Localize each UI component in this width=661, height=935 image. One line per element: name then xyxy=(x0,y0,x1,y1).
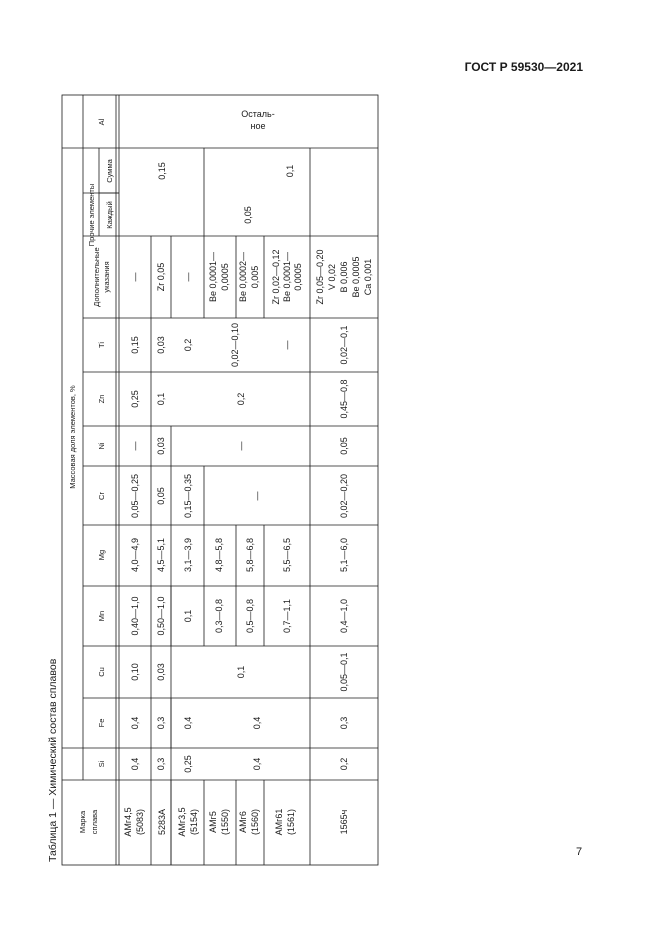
svg-text:Be 0,0005: Be 0,0005 xyxy=(351,256,361,298)
al-balance xyxy=(241,109,274,131)
cr-row-7: 0,02—0,20 xyxy=(339,473,349,519)
svg-text:ное: ное xyxy=(250,121,266,131)
add-row-4 xyxy=(208,252,230,302)
svg-text:Be 0,0002—: Be 0,0002— xyxy=(238,251,248,303)
mg-row-2: 4,5—5,1 xyxy=(156,537,166,573)
si-row-7: 0,2 xyxy=(339,757,349,771)
header-other-elements: Прочие элементы xyxy=(87,183,96,247)
zn-row-1: 0,25 xyxy=(130,390,140,408)
si-rows-4-6: 0,4 xyxy=(252,757,262,771)
header-ti: Ti xyxy=(97,342,106,348)
cr-row-3: 0,15—0,35 xyxy=(183,473,193,519)
grade-row-1 xyxy=(123,807,145,836)
header-grade xyxy=(78,809,99,834)
grade-row-3 xyxy=(177,807,199,836)
svg-text:(5083): (5083) xyxy=(135,808,145,836)
svg-text:Zr 0,02—0,12: Zr 0,02—0,12 xyxy=(271,249,281,305)
ti-row-2: 0,03 xyxy=(156,336,166,354)
si-row-3: 0,25 xyxy=(183,755,193,773)
header-sum: Сумма xyxy=(105,159,114,183)
header-zn: Zn xyxy=(97,394,106,404)
si-row-1: 0,4 xyxy=(130,757,140,771)
cr-rows-4-6: — xyxy=(252,491,262,501)
svg-text:0,005: 0,005 xyxy=(250,265,260,289)
mn-row-7: 0,4—1,0 xyxy=(339,598,349,634)
svg-text:Марка: Марка xyxy=(78,810,87,834)
svg-text:V 0,02: V 0,02 xyxy=(327,263,337,291)
grade-row-6 xyxy=(274,809,296,836)
header-mass-fraction: Массовая доля элементов, % xyxy=(68,385,77,489)
svg-text:АМг5: АМг5 xyxy=(208,811,218,833)
svg-text:указания: указания xyxy=(102,261,111,293)
svg-text:АМг4,5: АМг4,5 xyxy=(123,807,133,837)
grade-row-5 xyxy=(238,809,260,835)
cr-row-2: 0,05 xyxy=(156,487,166,505)
ti-row-7: 0,02—0,1 xyxy=(339,325,349,365)
svg-text:Дополнительные: Дополнительные xyxy=(92,247,101,307)
svg-text:(1560): (1560) xyxy=(250,808,260,836)
page-number: 7 xyxy=(576,846,583,858)
mg-row-7: 5,1—6,0 xyxy=(339,537,349,573)
mn-row-2: 0,50—1,0 xyxy=(156,596,166,636)
header-additional xyxy=(92,247,111,306)
fe-row-2: 0,3 xyxy=(156,716,166,730)
cu-row-2: 0,03 xyxy=(156,663,166,681)
grade-row-7: 1565ч xyxy=(339,809,349,835)
sum-rows-1-2: 0,15 xyxy=(157,162,167,180)
mn-row-3: 0,1 xyxy=(183,609,193,623)
ti-rows-4-5: 0,02—0,10 xyxy=(230,322,240,368)
svg-text:АМг6: АМг6 xyxy=(238,811,248,833)
each-value: 0,05 xyxy=(243,206,253,224)
header-fe: Fe xyxy=(97,718,106,728)
mg-row-3: 3,1—3,9 xyxy=(183,537,193,573)
add-row-1: — xyxy=(130,272,140,282)
svg-text:Be 0,0001—: Be 0,0001— xyxy=(208,251,218,303)
svg-text:Ca 0,001: Ca 0,001 xyxy=(363,258,373,296)
svg-text:B 0,006: B 0,006 xyxy=(339,261,349,293)
header-mn: Mn xyxy=(97,610,106,622)
ti-row-1: 0,15 xyxy=(130,336,140,354)
header-al: Al xyxy=(97,118,106,126)
add-row-6 xyxy=(271,249,303,304)
header-cr: Cr xyxy=(97,492,106,500)
fe-rows-4-6: 0,4 xyxy=(252,716,262,730)
mn-row-6: 0,7—1,1 xyxy=(282,598,292,634)
header-mg: Mg xyxy=(97,549,106,561)
zn-row-2: 0,1 xyxy=(156,392,166,406)
grade-row-2: 5283А xyxy=(157,808,167,836)
zn-rows-3-6: 0,2 xyxy=(236,392,246,406)
si-row-2: 0,3 xyxy=(156,757,166,771)
mg-row-4: 4,8—5,8 xyxy=(214,537,224,573)
svg-text:Zr 0,05—0,20: Zr 0,05—0,20 xyxy=(315,249,325,305)
mn-row-4: 0,3—0,8 xyxy=(214,598,224,634)
svg-text:(1561): (1561) xyxy=(286,808,296,836)
svg-text:0,0005: 0,0005 xyxy=(293,263,303,291)
header-each: Каждый xyxy=(105,201,114,229)
svg-text:АМг3,5: АМг3,5 xyxy=(177,807,187,837)
sum-rows-3-7: 0,1 xyxy=(285,164,295,178)
ti-row-6: — xyxy=(282,340,292,350)
fe-row-1: 0,4 xyxy=(130,716,140,730)
grade-row-4 xyxy=(208,809,230,835)
svg-text:сплава: сплава xyxy=(90,809,99,835)
cu-row-7: 0,05—0,1 xyxy=(339,652,349,692)
standard-header: ГОСТ Р 59530—2021 xyxy=(464,60,583,74)
svg-text:Осталь-: Осталь- xyxy=(241,109,275,119)
svg-text:(5154): (5154) xyxy=(189,808,199,836)
add-row-2: Zr 0,05 xyxy=(156,262,166,292)
cr-row-1: 0,05—0,25 xyxy=(130,473,140,519)
header-cu: Cu xyxy=(97,667,106,677)
svg-text:(1550): (1550) xyxy=(220,808,230,836)
add-row-5 xyxy=(238,252,260,302)
mn-row-5: 0,5—0,8 xyxy=(245,598,255,634)
ni-row-1: — xyxy=(130,441,140,451)
fe-row-7: 0,3 xyxy=(339,716,349,730)
ni-rows-3-6: — xyxy=(236,441,246,451)
zn-row-7: 0,45—0,8 xyxy=(339,379,349,419)
mn-row-1: 0,40—1,0 xyxy=(130,596,140,636)
svg-text:АМг61: АМг61 xyxy=(274,808,284,836)
ti-row-3: 0,2 xyxy=(183,338,193,352)
add-row-7 xyxy=(315,249,373,304)
svg-text:Be 0,0001—: Be 0,0001— xyxy=(282,251,292,303)
mg-row-6: 5,5—6,5 xyxy=(282,537,292,573)
header-si: Si xyxy=(97,760,106,768)
table-caption: Таблица 1 — Химический состав сплавов xyxy=(47,658,59,862)
svg-text:0,0005: 0,0005 xyxy=(220,263,230,291)
cu-row-1: 0,10 xyxy=(130,663,140,681)
ni-row-2: 0,03 xyxy=(156,437,166,455)
mg-row-1: 4,0—4,9 xyxy=(130,537,140,573)
header-ni: Ni xyxy=(97,442,106,450)
add-row-3: — xyxy=(183,272,193,282)
cu-rows-3-6: 0,1 xyxy=(236,665,246,679)
mg-row-5: 5,8—6,8 xyxy=(245,537,255,573)
fe-row-3: 0,4 xyxy=(183,716,193,730)
ni-row-7: 0,05 xyxy=(339,437,349,455)
